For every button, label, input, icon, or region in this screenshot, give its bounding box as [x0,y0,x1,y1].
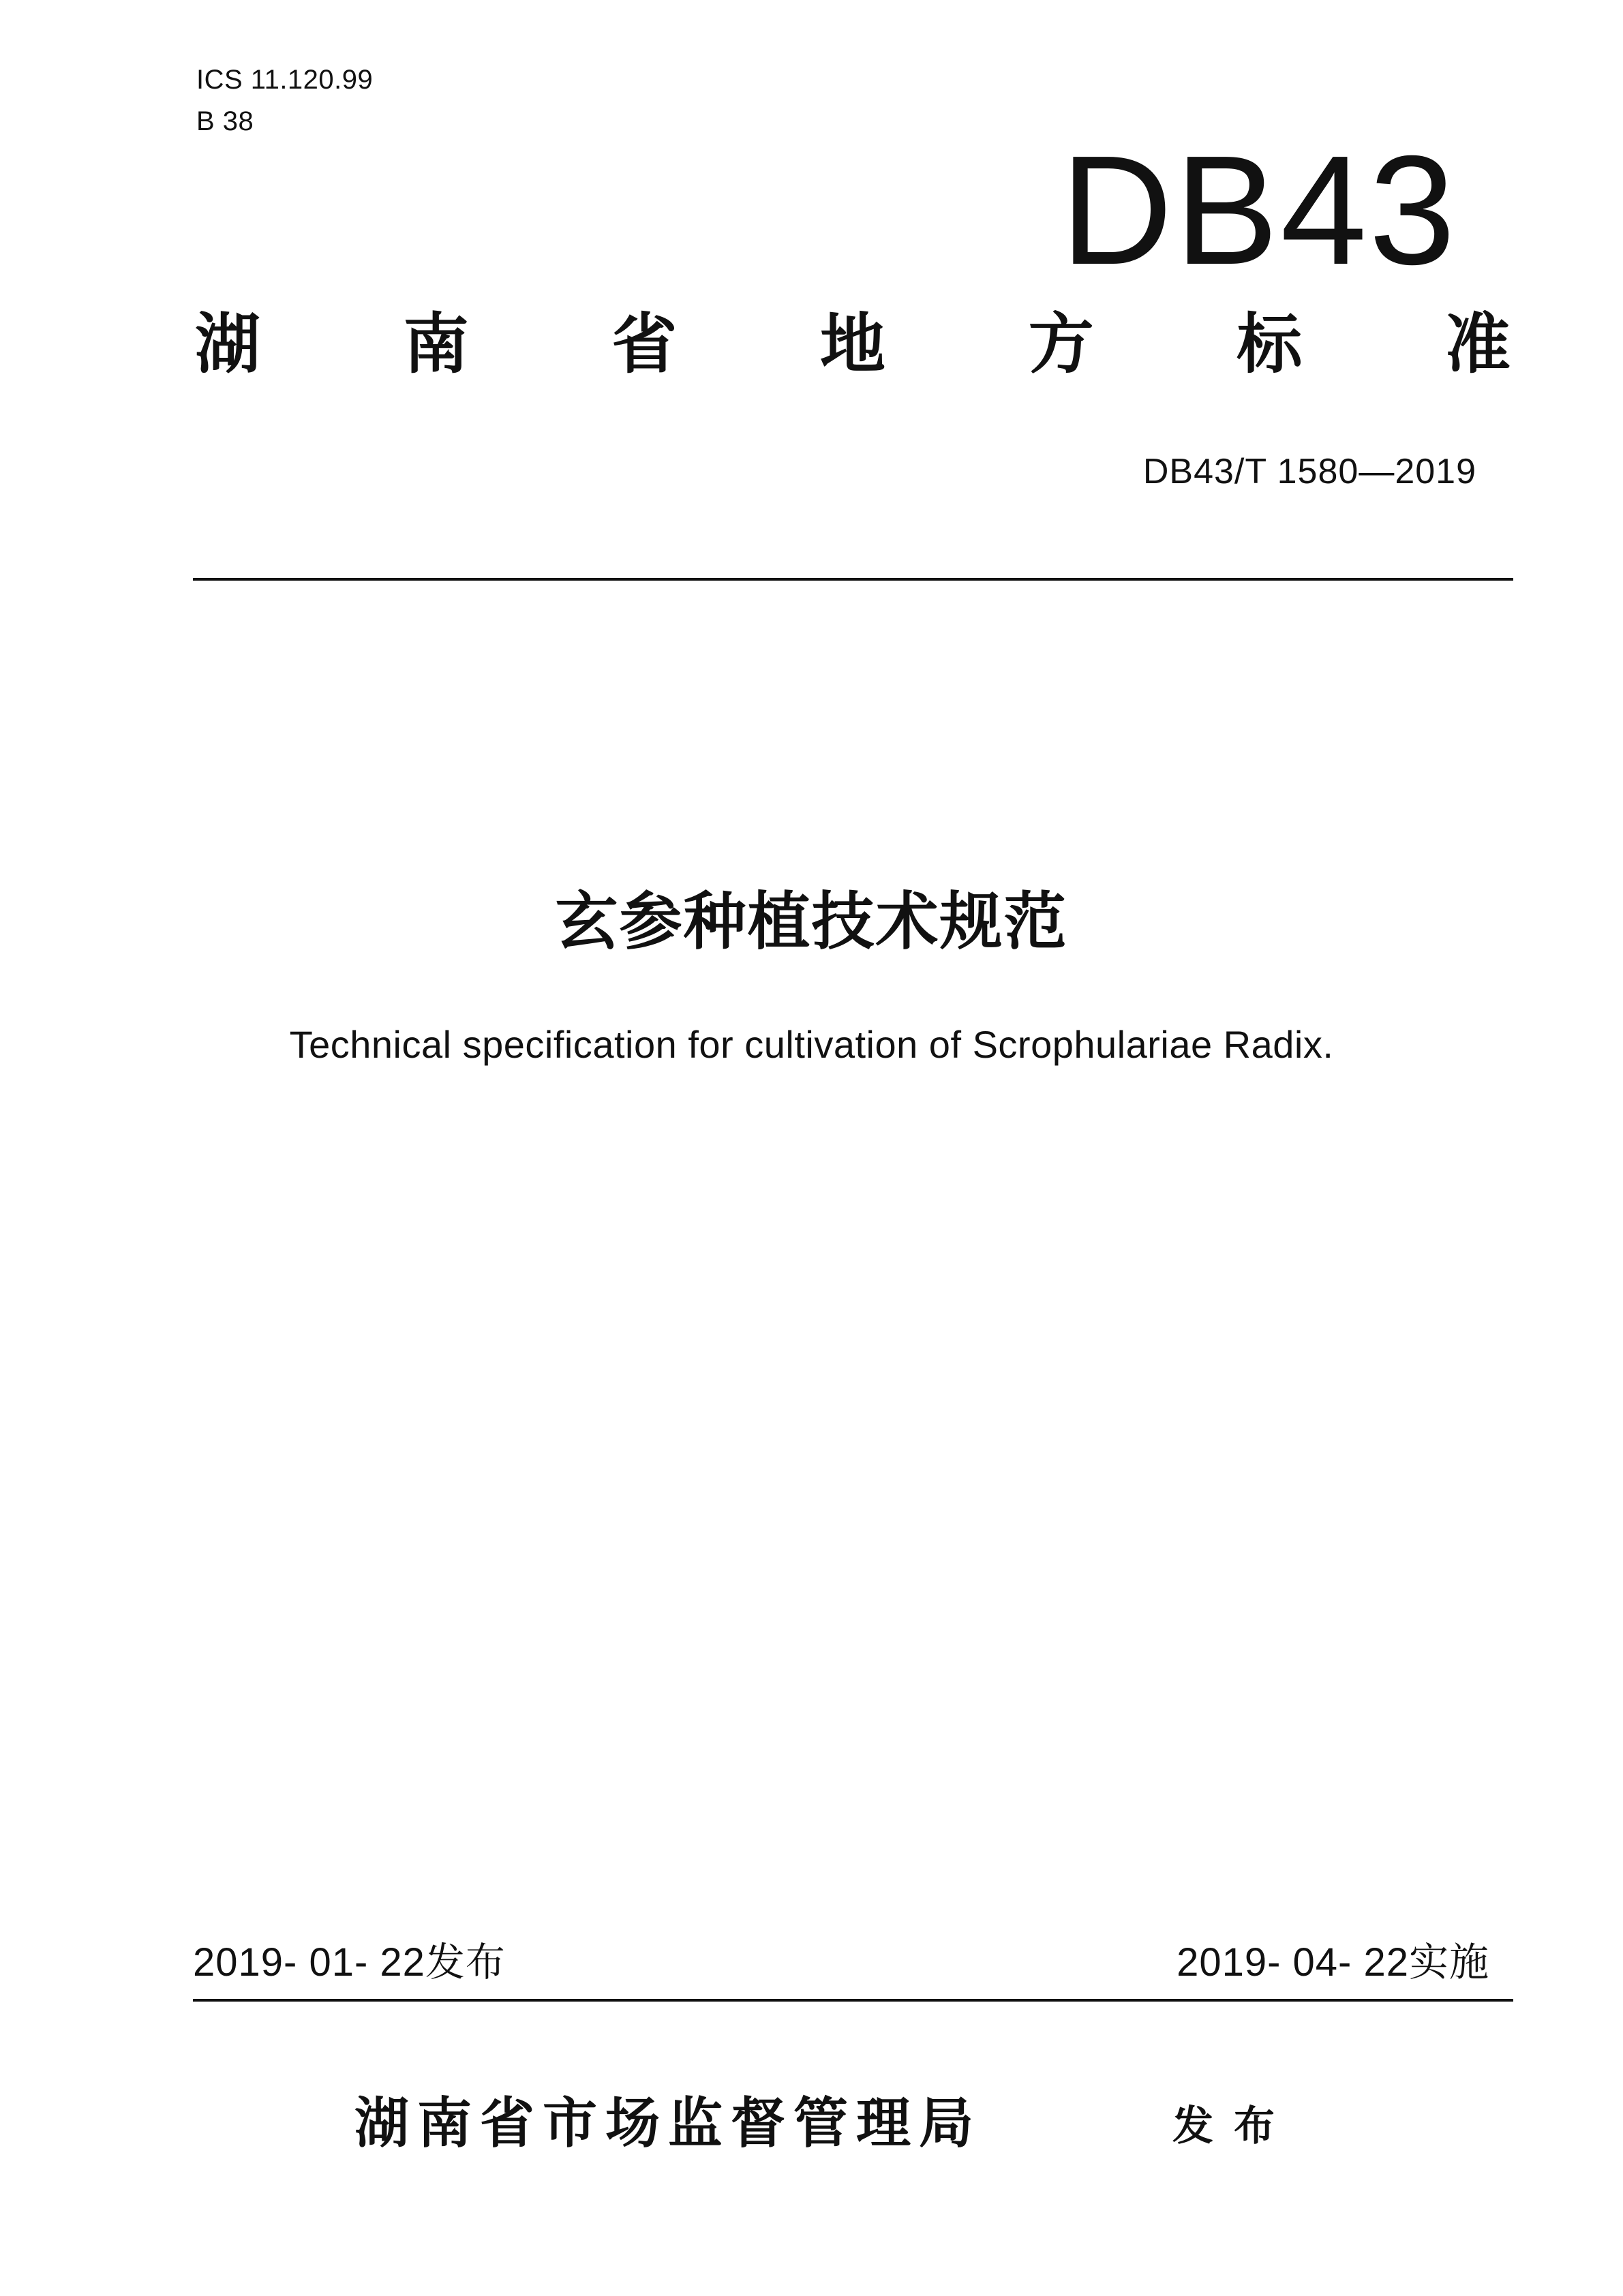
standard-number: DB43/T 1580—2019 [1142,452,1476,491]
standard-type-char: 准 [1444,306,1511,382]
ccs-classification: B 38 [196,106,254,136]
document-title-chinese: 玄参种植技术规范 [555,885,1068,958]
implementation-date: 2019- 04- 22实施 [1177,1940,1489,1985]
standard-type-char: 方 [1028,306,1094,382]
issue-date: 2019- 01- 22发布 [193,1940,506,1985]
standard-type-heading [195,307,1511,382]
bottom-divider [193,1999,1513,2002]
document-title-english: Technical specification for cultivation of Scrophulariae Radix. [289,1023,1334,1066]
top-divider [193,578,1513,581]
ics-classification: ICS 11.120.99 [196,65,374,95]
standard-code-logo: DB43 [1060,124,1457,297]
standard-type-char: 湖 [195,306,260,382]
standard-type-char: 省 [611,306,678,382]
standard-type-char: 标 [1237,306,1303,382]
issuing-authority: 湖南省市场监督管理局 [354,2092,982,2155]
standard-type-char: 南 [403,306,469,382]
issuing-authority-suffix: 发布 [1172,2102,1295,2150]
standard-type-char: 地 [819,306,885,382]
